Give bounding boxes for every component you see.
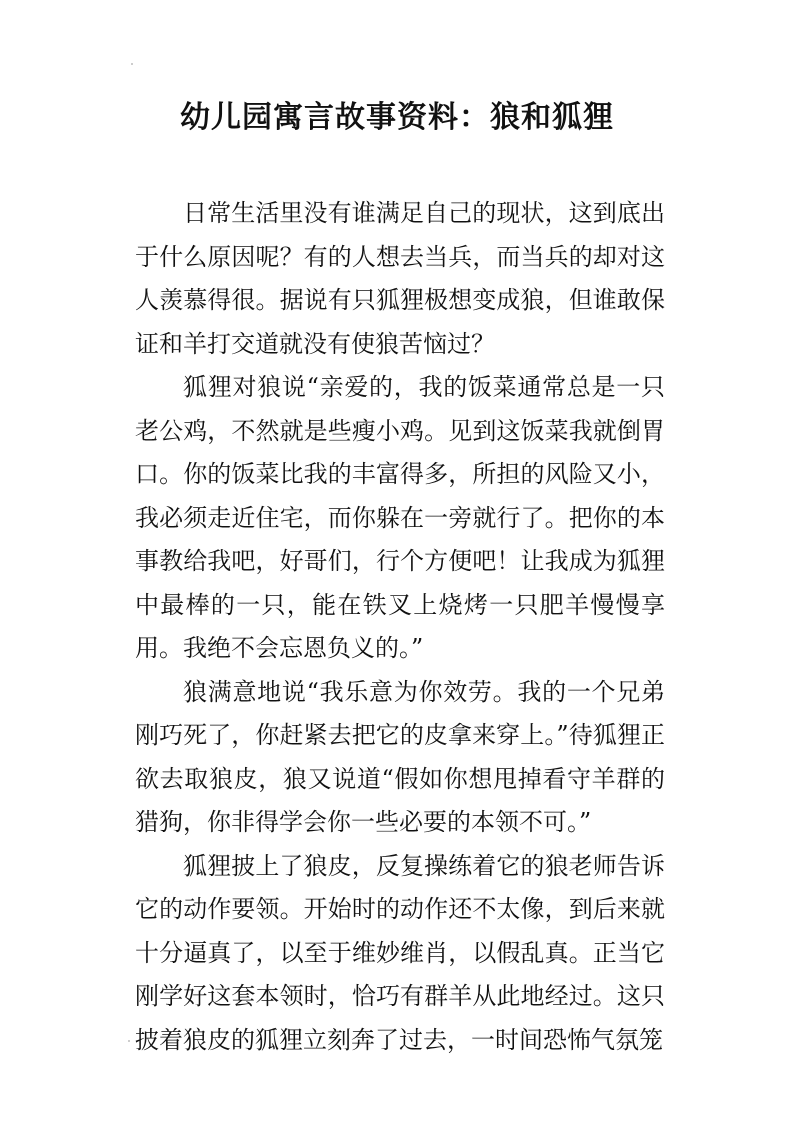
paragraph-4: 狐狸披上了狼皮，反复操练着它的狼老师告诉它的动作要领。开始时的动作还不太像，到后来就十分逼真了，以至于维妙维肖，以假乱真。正当它刚学好这套本领时，恰巧有群羊从此地经过。这只披着狼皮的狐狸立刻奔了过去，一时间恐怖气氛笼 bbox=[135, 851, 665, 1054]
scan-speck bbox=[131, 63, 133, 65]
scan-speck bbox=[128, 1040, 130, 1042]
paragraph-1: 日常生活里没有谁满足自己的现状，这到底出于什么原因呢？有的人想去当兵，而当兵的却对这人羡慕得很。据说有只狐狸极想变成狼，但谁敢保证和羊打交道就没有使狼苦恼过？ bbox=[135, 199, 665, 358]
article-body bbox=[135, 192, 665, 1062]
paragraph-3: 狼满意地说“我乐意为你效劳。我的一个兄弟刚巧死了，你赶紧去把它的皮拿来穿上。”待狐狸正欲去取狼皮，狼又说道“假如你想甩掉看守羊群的猎狗，你非得学会你一些必要的本领不可。” bbox=[135, 677, 665, 836]
page-title: 幼儿园寓言故事资料：狼和狐狸 bbox=[180, 100, 614, 135]
paragraph-2: 狐狸对狼说“亲爱的，我的饭菜通常总是一只老公鸡，不然就是些瘦小鸡。见到这饭菜我就倒胃口。你的饭菜比我的丰富得多，所担的风险又小，我必须走近住宅，而你躲在一旁就行了。把你的本事教给我吧，好哥们，行个方便吧！让我成为狐狸中最棒的一只，能在铁叉上烧烤一只肥羊慢慢享用。我绝不会忘恩负义的。” bbox=[135, 373, 665, 662]
